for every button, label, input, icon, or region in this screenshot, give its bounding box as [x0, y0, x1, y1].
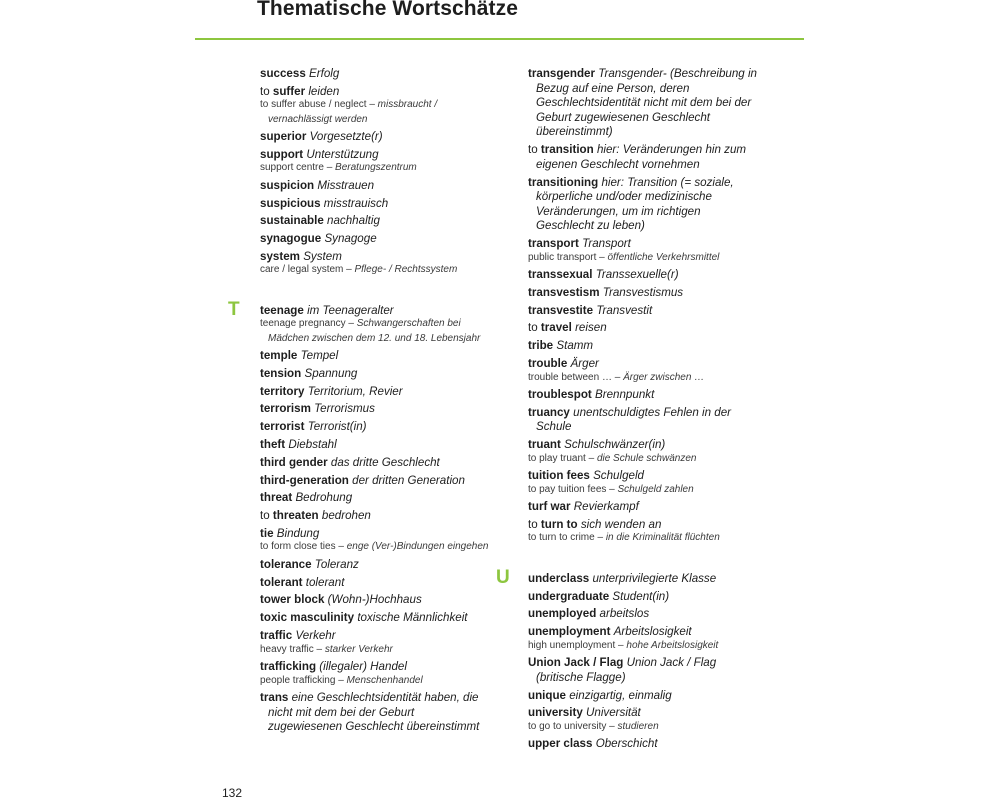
entry-line	[528, 268, 758, 283]
entry-prefix: to	[260, 509, 273, 523]
dictionary-entry	[260, 402, 490, 417]
entry-headword: territory	[260, 384, 305, 398]
entry-translation: Synagoge	[324, 232, 377, 246]
dictionary-entry	[260, 558, 490, 573]
example-text: heavy traffic –	[260, 643, 325, 655]
entry-translation: Schulgeld	[593, 469, 644, 483]
entry-line	[528, 590, 758, 605]
dictionary-entry	[528, 656, 758, 685]
entry-translation: reisen	[575, 321, 607, 335]
entry-translation: Transsexuelle(r)	[595, 268, 679, 282]
entry-line	[528, 304, 758, 319]
entry-headword: university	[528, 706, 583, 720]
dictionary-entry	[260, 85, 490, 127]
entry-line	[528, 656, 758, 685]
dictionary-entry	[528, 500, 758, 515]
dictionary-entry	[260, 611, 490, 626]
entry-headword: suspicion	[260, 178, 315, 192]
dictionary-entry	[528, 572, 758, 587]
letter-section	[260, 67, 490, 278]
entry-translation: Terrorismus	[314, 402, 375, 416]
entry-headword: transvestite	[528, 303, 594, 317]
entry-line	[528, 469, 758, 484]
dictionary-entry	[260, 660, 490, 688]
entry-translation: Transport	[582, 237, 631, 251]
entry-line	[528, 737, 758, 752]
example-translation: hohe Arbeitslosigkeit	[626, 639, 719, 651]
entry-translation: nachhaltig	[327, 214, 380, 228]
entry-headword: undergraduate	[528, 589, 610, 603]
dictionary-entry	[528, 339, 758, 354]
entry-headword: transition	[540, 143, 594, 157]
entry-headword: threat	[260, 491, 293, 505]
entry-headword: synagogue	[260, 232, 322, 246]
entry-translation: arbeitslos	[599, 607, 650, 621]
entry-headword: truancy	[528, 405, 570, 419]
example-text: to play truant –	[528, 452, 597, 464]
entry-translation: Transvestit	[596, 303, 653, 317]
entry-headword: transgender	[528, 67, 596, 80]
entry-translation: leiden	[308, 84, 340, 98]
entry-translation: Bindung	[276, 526, 320, 540]
dictionary-entry	[260, 214, 490, 229]
entry-headword: toxic masculinity	[260, 611, 355, 625]
entry-line	[260, 402, 490, 417]
dictionary-entry	[260, 304, 490, 346]
dictionary-entry	[528, 406, 758, 435]
section-letter: T	[228, 298, 240, 320]
entry-headword: truant	[528, 438, 561, 452]
entry-translation: (Wohn-)Hochhaus	[327, 593, 422, 607]
entry-headword: tower block	[260, 593, 325, 607]
entry-translation: Transvestismus	[602, 285, 684, 299]
entry-translation: Student(in)	[612, 589, 670, 603]
entry-line	[260, 250, 490, 265]
left-column	[228, 67, 490, 738]
entry-line	[528, 625, 758, 640]
example-translation: Menschenhandel	[346, 674, 423, 686]
entry-headword: third gender	[260, 455, 328, 469]
entry-translation: Misstrauen	[317, 178, 375, 192]
entry-line	[260, 691, 490, 735]
entry-line	[260, 509, 490, 524]
dictionary-entry	[260, 456, 490, 471]
example-text: to form close ties –	[260, 541, 347, 553]
entry-example	[528, 483, 758, 497]
entry-headword: threaten	[272, 509, 319, 523]
entry-example	[260, 643, 490, 657]
entry-translation: sich wenden an	[580, 517, 662, 531]
entry-headword: success	[260, 67, 306, 80]
dictionary-entry	[260, 491, 490, 506]
entry-line	[528, 706, 758, 721]
entry-translation: Territorium, Revier	[307, 384, 403, 398]
dictionary-entry	[260, 438, 490, 453]
entry-line	[260, 527, 490, 542]
example-text: support centre –	[260, 162, 336, 174]
example-translation: Pflege- / Rechtssystem	[354, 264, 458, 276]
entry-translation: Schulschwänzer(in)	[564, 438, 666, 452]
entry-headword: teenage	[260, 303, 304, 317]
entry-example	[528, 720, 758, 734]
entry-line	[528, 339, 758, 354]
dictionary-entry	[528, 143, 758, 172]
letter-section	[228, 298, 490, 735]
section-gap	[260, 281, 490, 304]
entry-translation: Union Jack / Flag (britische Flagge)	[536, 656, 717, 684]
entry-headword: tolerant	[260, 575, 303, 589]
entry-headword: trans	[260, 690, 289, 704]
entry-line	[528, 357, 758, 372]
entry-line	[528, 689, 758, 704]
entry-line	[528, 321, 758, 336]
entry-translation: im Teenageralter	[307, 303, 394, 317]
dictionary-entry	[528, 689, 758, 704]
entry-line	[528, 406, 758, 435]
entry-headword: turn to	[540, 517, 578, 531]
entry-headword: transsexual	[528, 268, 593, 282]
dictionary-entry	[528, 321, 758, 336]
entry-line	[528, 500, 758, 515]
example-text: trouble between … –	[528, 371, 624, 383]
entry-translation: Brennpunkt	[595, 387, 655, 401]
entry-translation: Ärger	[570, 356, 599, 370]
entry-headword: theft	[260, 437, 286, 451]
entry-headword: turf war	[528, 500, 571, 514]
entry-line	[260, 438, 490, 453]
dictionary-entry	[260, 130, 490, 145]
entry-headword: third-generation	[260, 473, 349, 487]
entry-line	[528, 286, 758, 301]
entry-translation: Transgender- (Beschreibung in Bezug auf eine Person, deren Geschlechtsidentität nicht mit dem bei der Geburt zugewiesenen Geschlecht übereinstimmt)	[536, 67, 758, 139]
entry-line	[260, 593, 490, 608]
entry-headword: tolerance	[260, 557, 312, 571]
dictionary-entry	[260, 67, 490, 82]
example-translation: Schwangerschaften bei Mädchen zwischen dem 12. und 18. Lebensjahr	[268, 318, 481, 344]
example-translation: öffentliche Verkehrsmittel	[607, 251, 720, 263]
entry-translation: das dritte Geschlecht	[330, 455, 440, 469]
example-text: to suffer abuse / neglect –	[260, 99, 378, 111]
entry-line	[528, 607, 758, 622]
dictionary-entry	[528, 706, 758, 734]
entry-translation: toxische Männlichkeit	[357, 611, 468, 625]
section-letter: U	[496, 566, 510, 588]
entry-headword: upper class	[528, 737, 593, 751]
entry-line	[528, 572, 758, 587]
entry-example	[260, 674, 490, 688]
entry-headword: transport	[528, 237, 579, 251]
entry-headword: trouble	[528, 356, 568, 370]
example-translation: Schulgeld zahlen	[617, 483, 694, 495]
dictionary-entry	[260, 576, 490, 591]
dictionary-entry	[528, 518, 758, 546]
entry-headword: unemployment	[528, 625, 611, 639]
entry-translation: Universität	[586, 706, 641, 720]
entry-headword: underclass	[528, 571, 590, 585]
entry-line	[260, 420, 490, 435]
entry-translation: Oberschicht	[595, 737, 658, 751]
entry-line	[260, 349, 490, 364]
entry-example	[528, 371, 758, 385]
entry-headword: terrorist	[260, 420, 305, 434]
letter-section	[496, 566, 758, 752]
entry-example	[528, 452, 758, 466]
entry-prefix: to	[528, 143, 541, 157]
entry-translation: Bedrohung	[295, 491, 353, 505]
entry-example	[528, 531, 758, 545]
dictionary-entry	[528, 438, 758, 466]
example-text: to turn to crime –	[528, 532, 606, 544]
dictionary-entry	[528, 67, 758, 140]
entry-headword: tension	[260, 366, 302, 380]
entry-translation: hier: Transition (= soziale, körperliche und/oder medizinische Veränderungen, um im richtigen Geschlecht zu leben)	[536, 175, 734, 233]
example-translation: Ärger zwischen …	[623, 371, 705, 383]
entry-line	[528, 388, 758, 403]
dictionary-entry	[260, 197, 490, 212]
example-text: high unemployment –	[528, 639, 627, 651]
entry-line	[260, 629, 490, 644]
example-text: public transport –	[528, 251, 608, 263]
entry-translation: Unterstützung	[306, 147, 379, 161]
entry-line	[260, 491, 490, 506]
entry-line	[260, 67, 490, 82]
dictionary-entry	[260, 367, 490, 382]
dictionary-entry	[528, 737, 758, 752]
entry-translation: einzigartig, einmalig	[569, 688, 672, 702]
entry-translation: tolerant	[305, 575, 345, 589]
entry-headword: tribe	[528, 339, 554, 353]
example-text: teenage pregnancy –	[260, 318, 357, 330]
entry-line	[260, 179, 490, 194]
entry-headword: unique	[528, 688, 566, 702]
dictionary-entry	[528, 625, 758, 653]
entry-headword: transitioning	[528, 175, 599, 189]
entry-line	[260, 367, 490, 382]
entry-line	[528, 438, 758, 453]
dictionary-entry	[260, 509, 490, 524]
entry-translation: Stamm	[556, 339, 594, 353]
entry-translation: Vorgesetzte(r)	[309, 129, 383, 143]
right-column	[496, 67, 758, 755]
entry-prefix: to	[528, 321, 541, 335]
section-gap	[528, 549, 758, 572]
entry-translation: unentschuldigtes Fehlen in der Schule	[536, 405, 732, 434]
entry-line	[260, 611, 490, 626]
entry-translation: Revierkampf	[573, 500, 639, 514]
example-text: care / legal system –	[260, 264, 355, 276]
dictionary-entry	[260, 629, 490, 657]
entry-headword: tie	[260, 526, 274, 540]
entry-headword: travel	[540, 321, 572, 335]
entry-example	[528, 251, 758, 265]
dictionary-entry	[260, 385, 490, 400]
dictionary-entry	[260, 250, 490, 278]
entry-line	[260, 214, 490, 229]
entry-headword: tuition fees	[528, 469, 590, 483]
entry-line	[528, 518, 758, 533]
example-text: people trafficking –	[260, 674, 347, 686]
entry-translation: Tempel	[300, 349, 339, 363]
entry-line	[260, 304, 490, 319]
dictionary-entry	[260, 691, 490, 735]
dictionary-entry	[260, 179, 490, 194]
entry-headword: suspicious	[260, 196, 321, 210]
dictionary-entry	[528, 268, 758, 283]
example-translation: studieren	[617, 720, 659, 732]
dictionary-entry	[528, 357, 758, 385]
entry-translation: der dritten Generation	[352, 473, 465, 487]
entry-headword: suffer	[272, 84, 306, 98]
dictionary-entry	[528, 304, 758, 319]
example-translation: missbraucht / vernachlässigt werden	[268, 99, 438, 125]
entry-line	[260, 232, 490, 247]
entry-line	[260, 474, 490, 489]
title-divider	[195, 38, 804, 40]
entry-translation: misstrauisch	[323, 196, 389, 210]
entry-headword: sustainable	[260, 214, 324, 228]
dictionary-entry	[260, 420, 490, 435]
page-number: 132	[222, 786, 243, 800]
entry-example	[528, 639, 758, 653]
entry-translation: Spannung	[304, 366, 358, 380]
entry-prefix: to	[260, 84, 273, 98]
entry-line	[260, 576, 490, 591]
entry-translation: bedrohen	[321, 509, 371, 523]
dictionary-entry	[260, 349, 490, 364]
dictionary-entry	[528, 607, 758, 622]
entry-headword: troublespot	[528, 387, 592, 401]
entry-line	[260, 660, 490, 675]
entry-translation: unterprivilegierte Klasse	[592, 571, 717, 585]
page-title: Thematische Wortschätze	[257, 0, 518, 20]
dictionary-entry	[528, 469, 758, 497]
entry-translation: (illegaler) Handel	[319, 659, 407, 673]
dictionary-entry	[260, 527, 490, 555]
example-translation: Beratungszentrum	[335, 162, 417, 174]
entry-line	[260, 130, 490, 145]
entry-translation: Verkehr	[295, 628, 336, 642]
dictionary-entry	[260, 148, 490, 176]
entry-translation: Terrorist(in)	[307, 420, 367, 434]
entry-headword: support	[260, 147, 304, 161]
entry-line	[528, 176, 758, 234]
example-translation: die Schule schwänzen	[596, 452, 697, 464]
entry-headword: unemployed	[528, 607, 597, 621]
entry-translation: Diebstahl	[288, 437, 337, 451]
example-translation: in die Kriminalität flüchten	[605, 532, 720, 544]
entry-headword: traffic	[260, 628, 293, 642]
entry-example	[260, 317, 490, 345]
example-translation: enge (Ver-)Bindungen eingehen	[346, 541, 489, 553]
entry-headword: temple	[260, 349, 298, 363]
dictionary-entry	[260, 474, 490, 489]
dictionary-entry	[260, 232, 490, 247]
dictionary-entry	[528, 176, 758, 234]
entry-translation: eine Geschlechtsidentität haben, die nicht mit dem bei der Geburt zugewiesenen Geschlecht übereinstimmt	[268, 690, 480, 734]
entry-translation: Arbeitslosigkeit	[613, 625, 692, 639]
entry-translation: Toleranz	[314, 557, 359, 571]
entry-translation: Erfolg	[309, 67, 340, 80]
example-text: to pay tuition fees –	[528, 483, 618, 495]
entry-line	[260, 558, 490, 573]
entry-example	[260, 540, 490, 554]
entry-headword: terrorism	[260, 402, 311, 416]
entry-example	[260, 263, 490, 277]
example-translation: starker Verkehr	[324, 643, 393, 655]
entry-headword: transvestism	[528, 285, 600, 299]
entry-headword: system	[260, 249, 300, 263]
entry-example	[260, 161, 490, 175]
dictionary-entry	[528, 590, 758, 605]
entry-headword: trafficking	[260, 659, 317, 673]
entry-translation: System	[303, 249, 342, 263]
example-text: to go to university –	[528, 720, 618, 732]
dictionary-entry	[260, 593, 490, 608]
entry-translation: hier: Veränderungen hin zum eigenen Geschlecht vornehmen	[536, 143, 747, 171]
entry-line	[528, 67, 758, 140]
letter-section	[528, 67, 758, 546]
dictionary-entry	[528, 286, 758, 301]
entry-line	[260, 148, 490, 163]
entry-example	[260, 98, 490, 126]
dictionary-entry	[528, 388, 758, 403]
entry-line	[260, 197, 490, 212]
entry-headword: superior	[260, 129, 307, 143]
entry-line	[260, 456, 490, 471]
entry-line	[260, 385, 490, 400]
entry-headword: Union Jack / Flag	[528, 656, 624, 670]
entry-line	[260, 85, 490, 100]
entry-line	[528, 237, 758, 252]
entry-line	[528, 143, 758, 172]
entry-prefix: to	[528, 517, 541, 531]
dictionary-entry	[528, 237, 758, 265]
